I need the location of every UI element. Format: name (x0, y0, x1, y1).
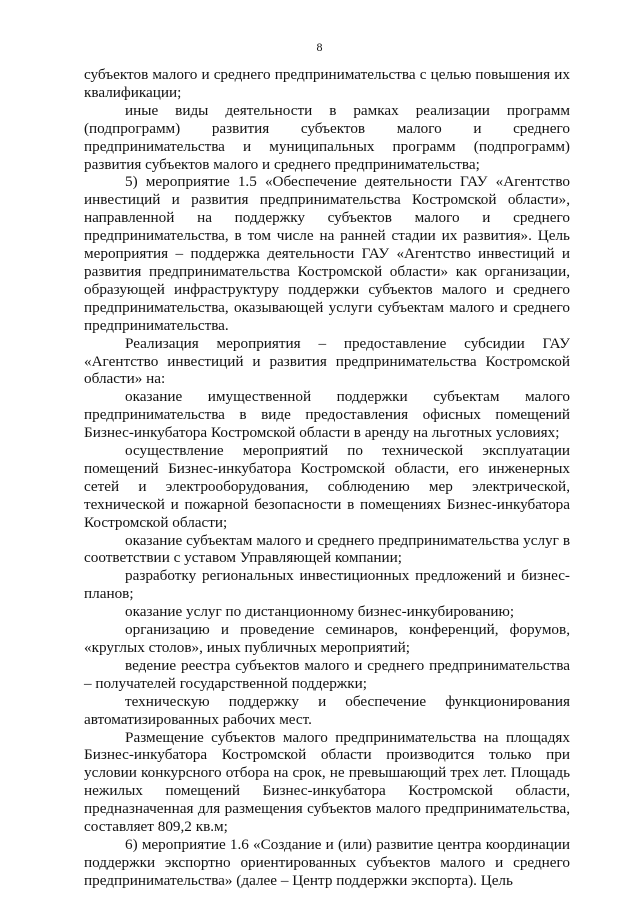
page-number: 8 (316, 40, 323, 54)
paragraph: субъектов малого и среднего предпринимательства с целью повышения их квалификации; (84, 66, 570, 101)
paragraph: оказание субъектам малого и среднего предпринимательства услуг в соответствии с уставом Управляющей компании; (84, 531, 570, 567)
paragraph: иные виды деятельности в рамках реализации программ (подпрограмм) развития субъектов малого и среднего предпринимательства и муниципальных программ (подпрограмм) развития субъектов малого и среднего предпринимательства; (84, 101, 570, 173)
document-body (84, 66, 570, 890)
paragraph: ведение реестра субъектов малого и среднего предпринимательства – получателей государственной поддержки; (84, 656, 570, 692)
paragraph: 5) мероприятие 1.5 «Обеспечение деятельности ГАУ «Агентство инвестиций и развития предпринимательства Костромской области», направленной на поддержку субъектов малого и среднего предпринимательства, в том числе на ранней стадии их развития». Цель мероприятия – поддержка деятельности ГАУ «Агентство инвестиций и развития предпринимательства Костромской области» как организации, образующей инфраструктуру поддержки субъектов малого и среднего предпринимательства, оказывающей услуги субъектам малого и среднего предпринимательства. (84, 173, 570, 334)
paragraph: осуществление мероприятий по технической эксплуатации помещений Бизнес-инкубатора Костромской области, его инженерных сетей и электрооборудования, соблюдению мер электрической, технической и пожарной безопасности в помещениях Бизнес-инкубатора Костромской области; (84, 442, 570, 531)
paragraph: оказание услуг по дистанционному бизнес-инкубированию; (125, 603, 515, 621)
paragraph: 6) мероприятие 1.6 «Создание и (или) развитие центра координации поддержки экспортно ориентированных субъектов малого и среднего предпринимательства» (далее – Центр поддержки экспорта). Цель (84, 835, 570, 889)
paragraph: техническую поддержку и обеспечение функционирования автоматизированных рабочих мест. (84, 692, 570, 728)
paragraph: разработку региональных инвестиционных предложений и бизнес-планов; (84, 567, 570, 603)
paragraph: организацию и проведение семинаров, конференций, форумов, «круглых столов», иных публичных мероприятий; (84, 621, 570, 656)
paragraph: Реализация мероприятия – предоставление субсидии ГАУ «Агентство инвестиций и развития предпринимательства Костромской области» на: (84, 334, 570, 388)
paragraph: оказание имущественной поддержки субъектам малого предпринимательства в виде предоставления офисных помещений Бизнес-инкубатора Костромской области в аренду на льготных условиях; (84, 388, 570, 442)
paragraph: Размещение субъектов малого предпринимательства на площадях Бизнес-инкубатора Костромской области производится только при условии конкурсного отбора на срок, не превышающий трех лет. Площадь нежилых помещений Бизнес-инкубатора Костромской области, предназначенная для размещения субъектов малого предпринимательства, составляет 809,2 кв.м; (84, 728, 570, 836)
